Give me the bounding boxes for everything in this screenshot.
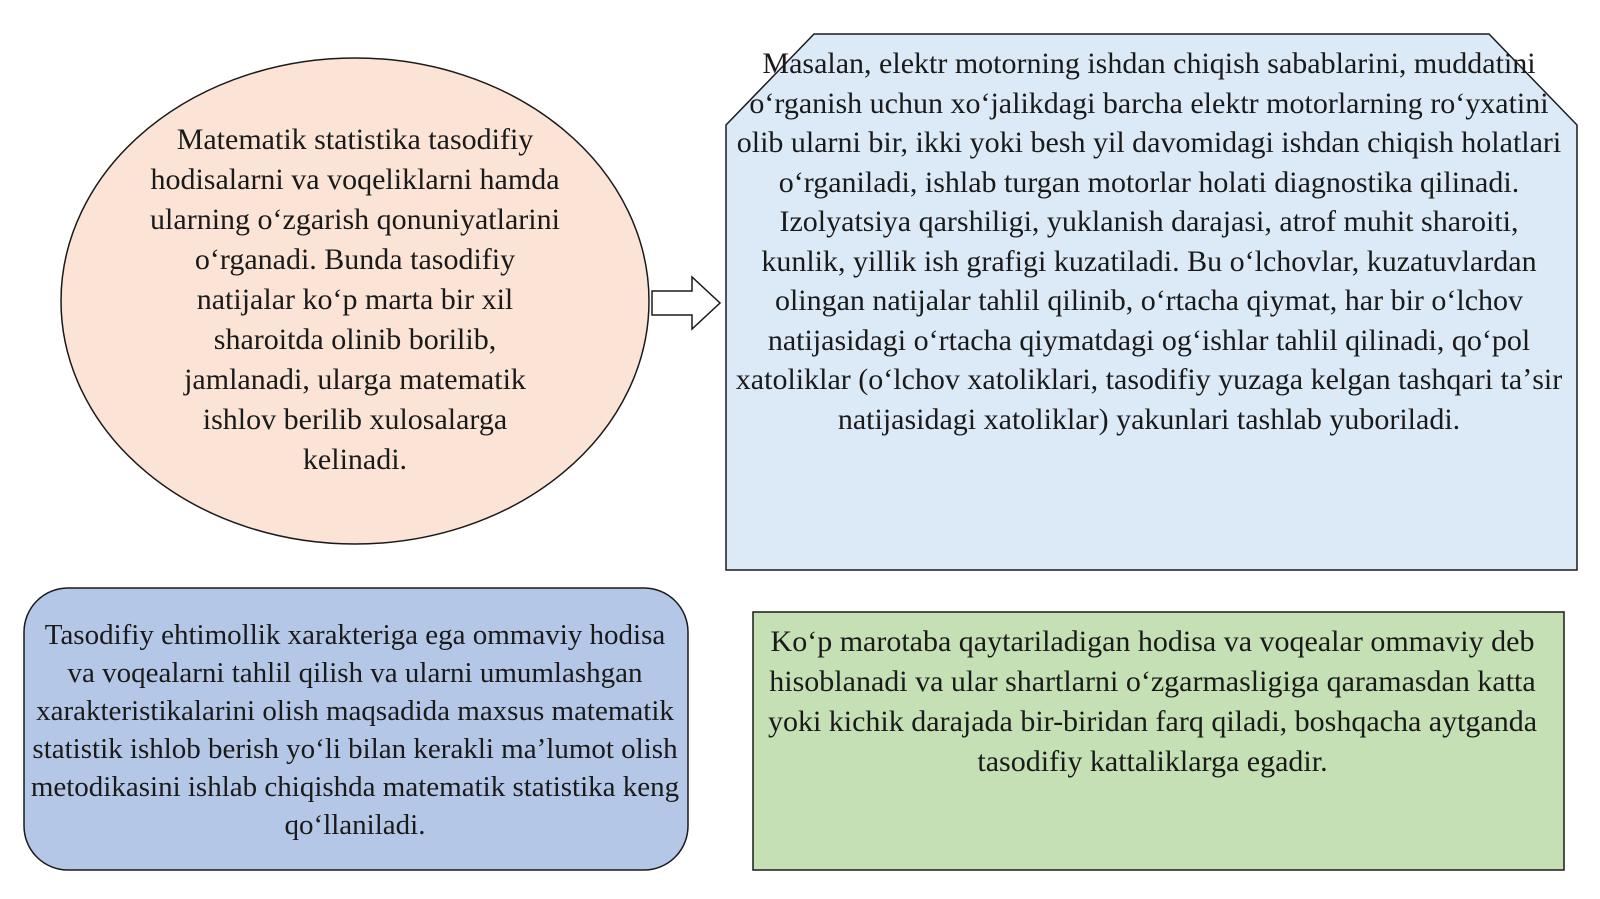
example-text-content: Masalan, elektr motorning ishdan chiqish sabablarini, muddatini oʻrganish uchun xoʻjalikdagi barcha elektr motorlarning roʻyxatini olib ularni bir, ikki yoki besh yil davomidagi ishdan chiqish holatlari oʻrganiladi, ishlab turgan motorlar holati diagnostika qilinadi. Izolyatsiya qarshiligi, yuklanish darajasi, atrof muhit sharoiti, kunlik, yillik ish grafigi kuzatiladi. Bu oʻlchovlar, kuzatuvlardan olingan natijalar tahlil qilinib, oʻrtacha qiymat, har bir oʻlchov natijasidagi oʻrtacha qiymatdagi ogʻishlar tahlil qilinadi, qoʻpol xatoliklar (oʻlchov xatoliklari, tasodifiy yuzaga kelgan tashqari taʼsir natijasidagi xatoliklar) yakunlari tashlab yuboriladi. — [735, 47, 1563, 436]
example-text — [734, 40, 1564, 530]
application-text-content: Tasodifiy ehtimollik xarakteriga ega ommaviy hodisa va voqealarni tahlil qilish va ularni umumlashgan xarakteristikalarini olish maqsadida maxsus matematik statistik ishlob berish yoʻli bilan kerakli maʼlumot olish metodikasini ishlab chiqishda matematik statistika keng qoʻllaniladi. — [30, 619, 680, 841]
mass-events-text — [760, 622, 1545, 822]
definition-text-content: Matematik statistika tasodifiy hodisalarni va voqeliklarni hamda ularning oʻzgarish qonuniyatlarini oʻrganadi. Bunda tasodifiy natijalar koʻp marta bir xil sharoitda olinib borilib, jamlanadi, ularga matematik ishlov berilib xulosalarga kelinadi. — [150, 123, 560, 476]
application-text — [30, 596, 680, 864]
definition-text — [150, 100, 560, 500]
mass-events-text-content: Koʻp marotaba qaytariladigan hodisa va voqealar ommaviy deb hisoblanadi va ular shartlarni oʻzgarmasligiga qaramasdan katta yoki kichik darajada bir-biridan farq qiladi, boshqacha aytganda tasodifiy kattaliklarga egadir. — [767, 625, 1538, 778]
right-arrow-icon — [652, 277, 720, 329]
